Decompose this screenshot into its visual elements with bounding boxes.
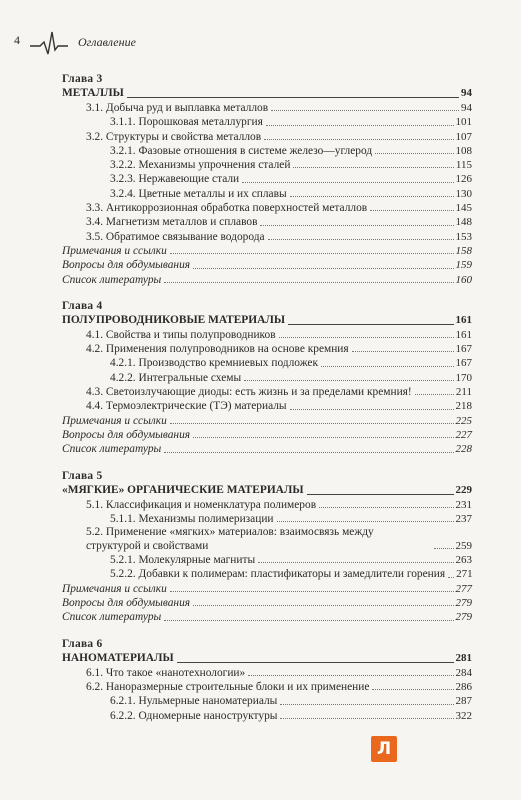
entry-page: 277 bbox=[455, 582, 472, 595]
toc-entry[interactable] bbox=[62, 115, 472, 129]
chapter-title: НАНОМАТЕРИАЛЫ bbox=[62, 651, 174, 664]
leader-line bbox=[307, 494, 454, 495]
entry-text: 3.2.3. Нержавеющие стали bbox=[110, 173, 240, 186]
chapter-title-row[interactable] bbox=[62, 85, 472, 101]
entry-page: 167 bbox=[455, 357, 472, 370]
leader-dots bbox=[170, 423, 454, 424]
chapter-page: 281 bbox=[455, 651, 472, 664]
toc-entry[interactable] bbox=[62, 610, 472, 624]
chapter-title-row[interactable] bbox=[62, 482, 472, 498]
leader-dots bbox=[164, 452, 453, 453]
chapter-page: 94 bbox=[461, 87, 472, 99]
toc-entry[interactable] bbox=[62, 666, 472, 680]
entry-text: 3.2.2. Механизмы упрочнения сталей bbox=[110, 159, 291, 172]
entry-text: 5.2.1. Молекулярные магниты bbox=[110, 554, 256, 567]
chapter-3 bbox=[62, 74, 472, 287]
entry-text: 3.2.4. Цветные металлы и их сплавы bbox=[110, 187, 287, 200]
running-header bbox=[14, 30, 214, 60]
toc-entry[interactable] bbox=[62, 526, 472, 553]
entry-page: 231 bbox=[455, 498, 472, 511]
leader-dots bbox=[319, 507, 453, 508]
entry-text: Вопросы для обдумывания bbox=[62, 597, 191, 610]
toc-entry[interactable] bbox=[62, 428, 472, 442]
entry-text: 4.1. Свойства и типы полупроводников bbox=[86, 328, 276, 341]
entry-text: 4.2.2. Интегральные схемы bbox=[110, 371, 242, 384]
chapter-title: ПОЛУПРОВОДНИКОВЫЕ МАТЕРИАЛЫ bbox=[62, 313, 286, 326]
leader-dots bbox=[277, 521, 454, 522]
leader-dots bbox=[434, 548, 454, 549]
entry-text: 3.4. Магнетизм металлов и сплавов bbox=[86, 216, 258, 229]
entry-page: 225 bbox=[455, 414, 472, 427]
leader-dots bbox=[279, 337, 454, 338]
toc-entry[interactable] bbox=[62, 144, 472, 158]
chapter-page: 229 bbox=[455, 483, 472, 496]
toc-entry[interactable] bbox=[62, 158, 472, 172]
toc-entry[interactable] bbox=[62, 371, 472, 385]
entry-text: Примечания и ссылки bbox=[62, 244, 167, 257]
leader-dots bbox=[290, 409, 454, 410]
chapter-title: «МЯГКИЕ» ОРГАНИЧЕСКИЕ МАТЕРИАЛЫ bbox=[62, 483, 304, 496]
entry-page: 286 bbox=[455, 680, 472, 693]
entry-text: Список литературы bbox=[62, 273, 162, 286]
entry-text: 5.1. Классификация и номенклатура полимеров bbox=[86, 498, 317, 511]
entry-text: 5.1.1. Механизмы полимеризации bbox=[110, 512, 274, 525]
entry-page: 94 bbox=[461, 102, 472, 114]
chapter-label: Глава 3 bbox=[62, 73, 103, 85]
entry-page: 115 bbox=[455, 159, 472, 172]
entry-page: 108 bbox=[455, 144, 472, 157]
entry-page: 228 bbox=[455, 443, 472, 456]
entry-page: 227 bbox=[455, 428, 472, 441]
running-header-title: Оглавление bbox=[78, 35, 136, 49]
toc-entry[interactable] bbox=[62, 130, 472, 144]
leader-dots bbox=[193, 437, 453, 438]
entry-text: 3.5. Обратимое связывание водорода bbox=[86, 230, 265, 243]
leader-dots bbox=[164, 620, 453, 621]
chapter-6 bbox=[62, 639, 472, 723]
leader-dots bbox=[164, 282, 453, 283]
entry-text: 3.2. Структуры и свойства металлов bbox=[86, 130, 262, 143]
entry-page: 158 bbox=[455, 244, 472, 257]
entry-page: 167 bbox=[455, 343, 472, 356]
toc-entry[interactable] bbox=[62, 694, 472, 708]
entry-page: 279 bbox=[455, 597, 472, 610]
entry-page: 160 bbox=[455, 273, 472, 286]
entry-page: 159 bbox=[455, 259, 472, 272]
chapter-label: Глава 6 bbox=[62, 637, 103, 650]
toc-entry[interactable] bbox=[62, 244, 472, 258]
entry-page: 271 bbox=[456, 568, 473, 581]
toc-entry[interactable] bbox=[62, 342, 472, 356]
entry-text: Список литературы bbox=[62, 443, 162, 456]
entry-page: 279 bbox=[455, 611, 472, 624]
entry-page: 130 bbox=[455, 187, 472, 200]
leader-line bbox=[288, 324, 453, 325]
leader-dots bbox=[268, 239, 454, 240]
entry-page: 101 bbox=[455, 116, 472, 129]
toc-entry[interactable] bbox=[62, 680, 472, 694]
entry-text: Примечания и ссылки bbox=[62, 582, 167, 595]
entry-text: 3.1.1. Порошковая металлургия bbox=[110, 116, 263, 129]
leader-dots bbox=[280, 704, 453, 705]
toc-entry[interactable] bbox=[62, 414, 472, 428]
toc-entry[interactable] bbox=[62, 442, 472, 456]
page-number: 4 bbox=[14, 33, 20, 47]
toc-entry[interactable] bbox=[62, 567, 472, 581]
entry-page: 211 bbox=[455, 386, 472, 399]
toc-entry[interactable] bbox=[62, 258, 472, 272]
leader-dots bbox=[370, 210, 453, 211]
toc-entry[interactable] bbox=[62, 230, 472, 244]
entry-text: 3.3. Антикоррозионная обработка поверхностей металлов bbox=[86, 202, 368, 215]
chapter-label: Глава 5 bbox=[62, 469, 103, 482]
entry-page: 259 bbox=[455, 539, 472, 552]
leader-dots bbox=[293, 167, 453, 168]
entry-text: Вопросы для обдумывания bbox=[62, 259, 191, 272]
toc-entry[interactable] bbox=[62, 512, 472, 526]
leader-dots bbox=[170, 253, 454, 254]
labirint-logo-icon: Л bbox=[371, 736, 397, 762]
leader-dots bbox=[280, 718, 453, 719]
entry-text: 5.2.2. Добавки к полимерам: пластификаторы и замедлители горения bbox=[110, 568, 446, 581]
entry-text: Вопросы для обдумывания bbox=[62, 428, 191, 441]
entry-page: 287 bbox=[455, 695, 472, 708]
toc-entry[interactable] bbox=[62, 201, 472, 215]
toc-entry[interactable] bbox=[62, 215, 472, 229]
entry-text: 6.1. Что такое «нанотехнологии» bbox=[86, 666, 246, 679]
leader-dots bbox=[193, 268, 453, 269]
toc-entry[interactable] bbox=[62, 582, 472, 596]
entry-page: 126 bbox=[455, 173, 472, 186]
leader-dots bbox=[260, 225, 453, 226]
chapter-4 bbox=[62, 301, 472, 457]
leader-dots bbox=[248, 675, 453, 676]
leader-dots bbox=[321, 366, 453, 367]
entry-text: 6.2. Наноразмерные строительные блоки и их применение bbox=[86, 680, 370, 693]
toc-entry[interactable] bbox=[62, 187, 472, 201]
leader-dots bbox=[448, 577, 454, 578]
entry-page: 237 bbox=[455, 512, 472, 525]
entry-text: Примечания и ссылки bbox=[62, 414, 167, 427]
chapter-label: Глава 4 bbox=[62, 299, 103, 312]
leader-dots bbox=[193, 605, 453, 606]
leader-dots bbox=[170, 591, 454, 592]
leader-dots bbox=[415, 394, 454, 395]
leader-dots bbox=[372, 689, 453, 690]
entry-text: 5.2. Применение «мягких» материалов: взаимосвязь между структурой и свойствами bbox=[86, 526, 374, 552]
entry-text: 3.2.1. Фазовые отношения в системе железо—углерод bbox=[110, 144, 373, 157]
leader-dots bbox=[264, 139, 453, 140]
entry-page: 153 bbox=[455, 230, 472, 243]
leader-dots bbox=[266, 125, 454, 126]
toc-entry[interactable] bbox=[62, 709, 472, 723]
entry-page: 284 bbox=[455, 666, 472, 679]
leader-dots bbox=[352, 351, 454, 352]
entry-text: 4.4. Термоэлектрические (ТЭ) материалы bbox=[86, 400, 287, 413]
toc-entry[interactable] bbox=[62, 498, 472, 512]
entry-page: 322 bbox=[455, 709, 472, 722]
toc-entry[interactable] bbox=[62, 356, 472, 370]
leader-dots bbox=[271, 110, 459, 111]
toc-entry[interactable] bbox=[62, 273, 472, 287]
chapter-title: МЕТАЛЛЫ bbox=[62, 87, 124, 99]
entry-text: 4.2.1. Производство кремниевых подложек bbox=[110, 357, 319, 370]
leader-dots bbox=[242, 182, 453, 183]
leader-line bbox=[127, 97, 459, 98]
chapter-page: 161 bbox=[455, 313, 472, 326]
toc-entry[interactable] bbox=[62, 596, 472, 610]
toc-entry[interactable] bbox=[62, 385, 472, 399]
entry-page: 145 bbox=[455, 202, 472, 215]
table-of-contents bbox=[62, 74, 472, 737]
pulse-wave-icon bbox=[30, 30, 68, 56]
entry-text: 6.2.1. Нульмерные наноматериалы bbox=[110, 695, 278, 708]
toc-entry[interactable] bbox=[62, 553, 472, 567]
entry-text: 3.1. Добыча руд и выплавка металлов bbox=[86, 102, 269, 114]
leader-dots bbox=[258, 562, 453, 563]
entry-text: 4.2. Применения полупроводников на основе кремния bbox=[86, 343, 349, 356]
chapter-5 bbox=[62, 471, 472, 625]
leader-dots bbox=[244, 380, 453, 381]
entry-text: 6.2.2. Одномерные наноструктуры bbox=[110, 709, 278, 722]
toc-entry[interactable] bbox=[62, 399, 472, 413]
leader-dots bbox=[375, 153, 453, 154]
entry-text: Список литературы bbox=[62, 611, 162, 624]
entry-text: 4.3. Светоизлучающие диоды: есть жизнь и за пределами кремния! bbox=[86, 386, 412, 399]
toc-entry[interactable] bbox=[62, 328, 472, 342]
entry-page: 218 bbox=[455, 400, 472, 413]
entry-page: 148 bbox=[455, 216, 472, 229]
chapter-title-row[interactable] bbox=[62, 312, 472, 328]
entry-page: 107 bbox=[455, 130, 472, 143]
entry-page: 170 bbox=[455, 371, 472, 384]
toc-entry[interactable] bbox=[62, 101, 472, 115]
toc-entry[interactable] bbox=[62, 172, 472, 186]
entry-page: 161 bbox=[455, 328, 472, 341]
chapter-title-row[interactable] bbox=[62, 650, 472, 666]
entry-page: 263 bbox=[455, 554, 472, 567]
leader-dots bbox=[290, 196, 454, 197]
leader-line bbox=[177, 662, 454, 663]
